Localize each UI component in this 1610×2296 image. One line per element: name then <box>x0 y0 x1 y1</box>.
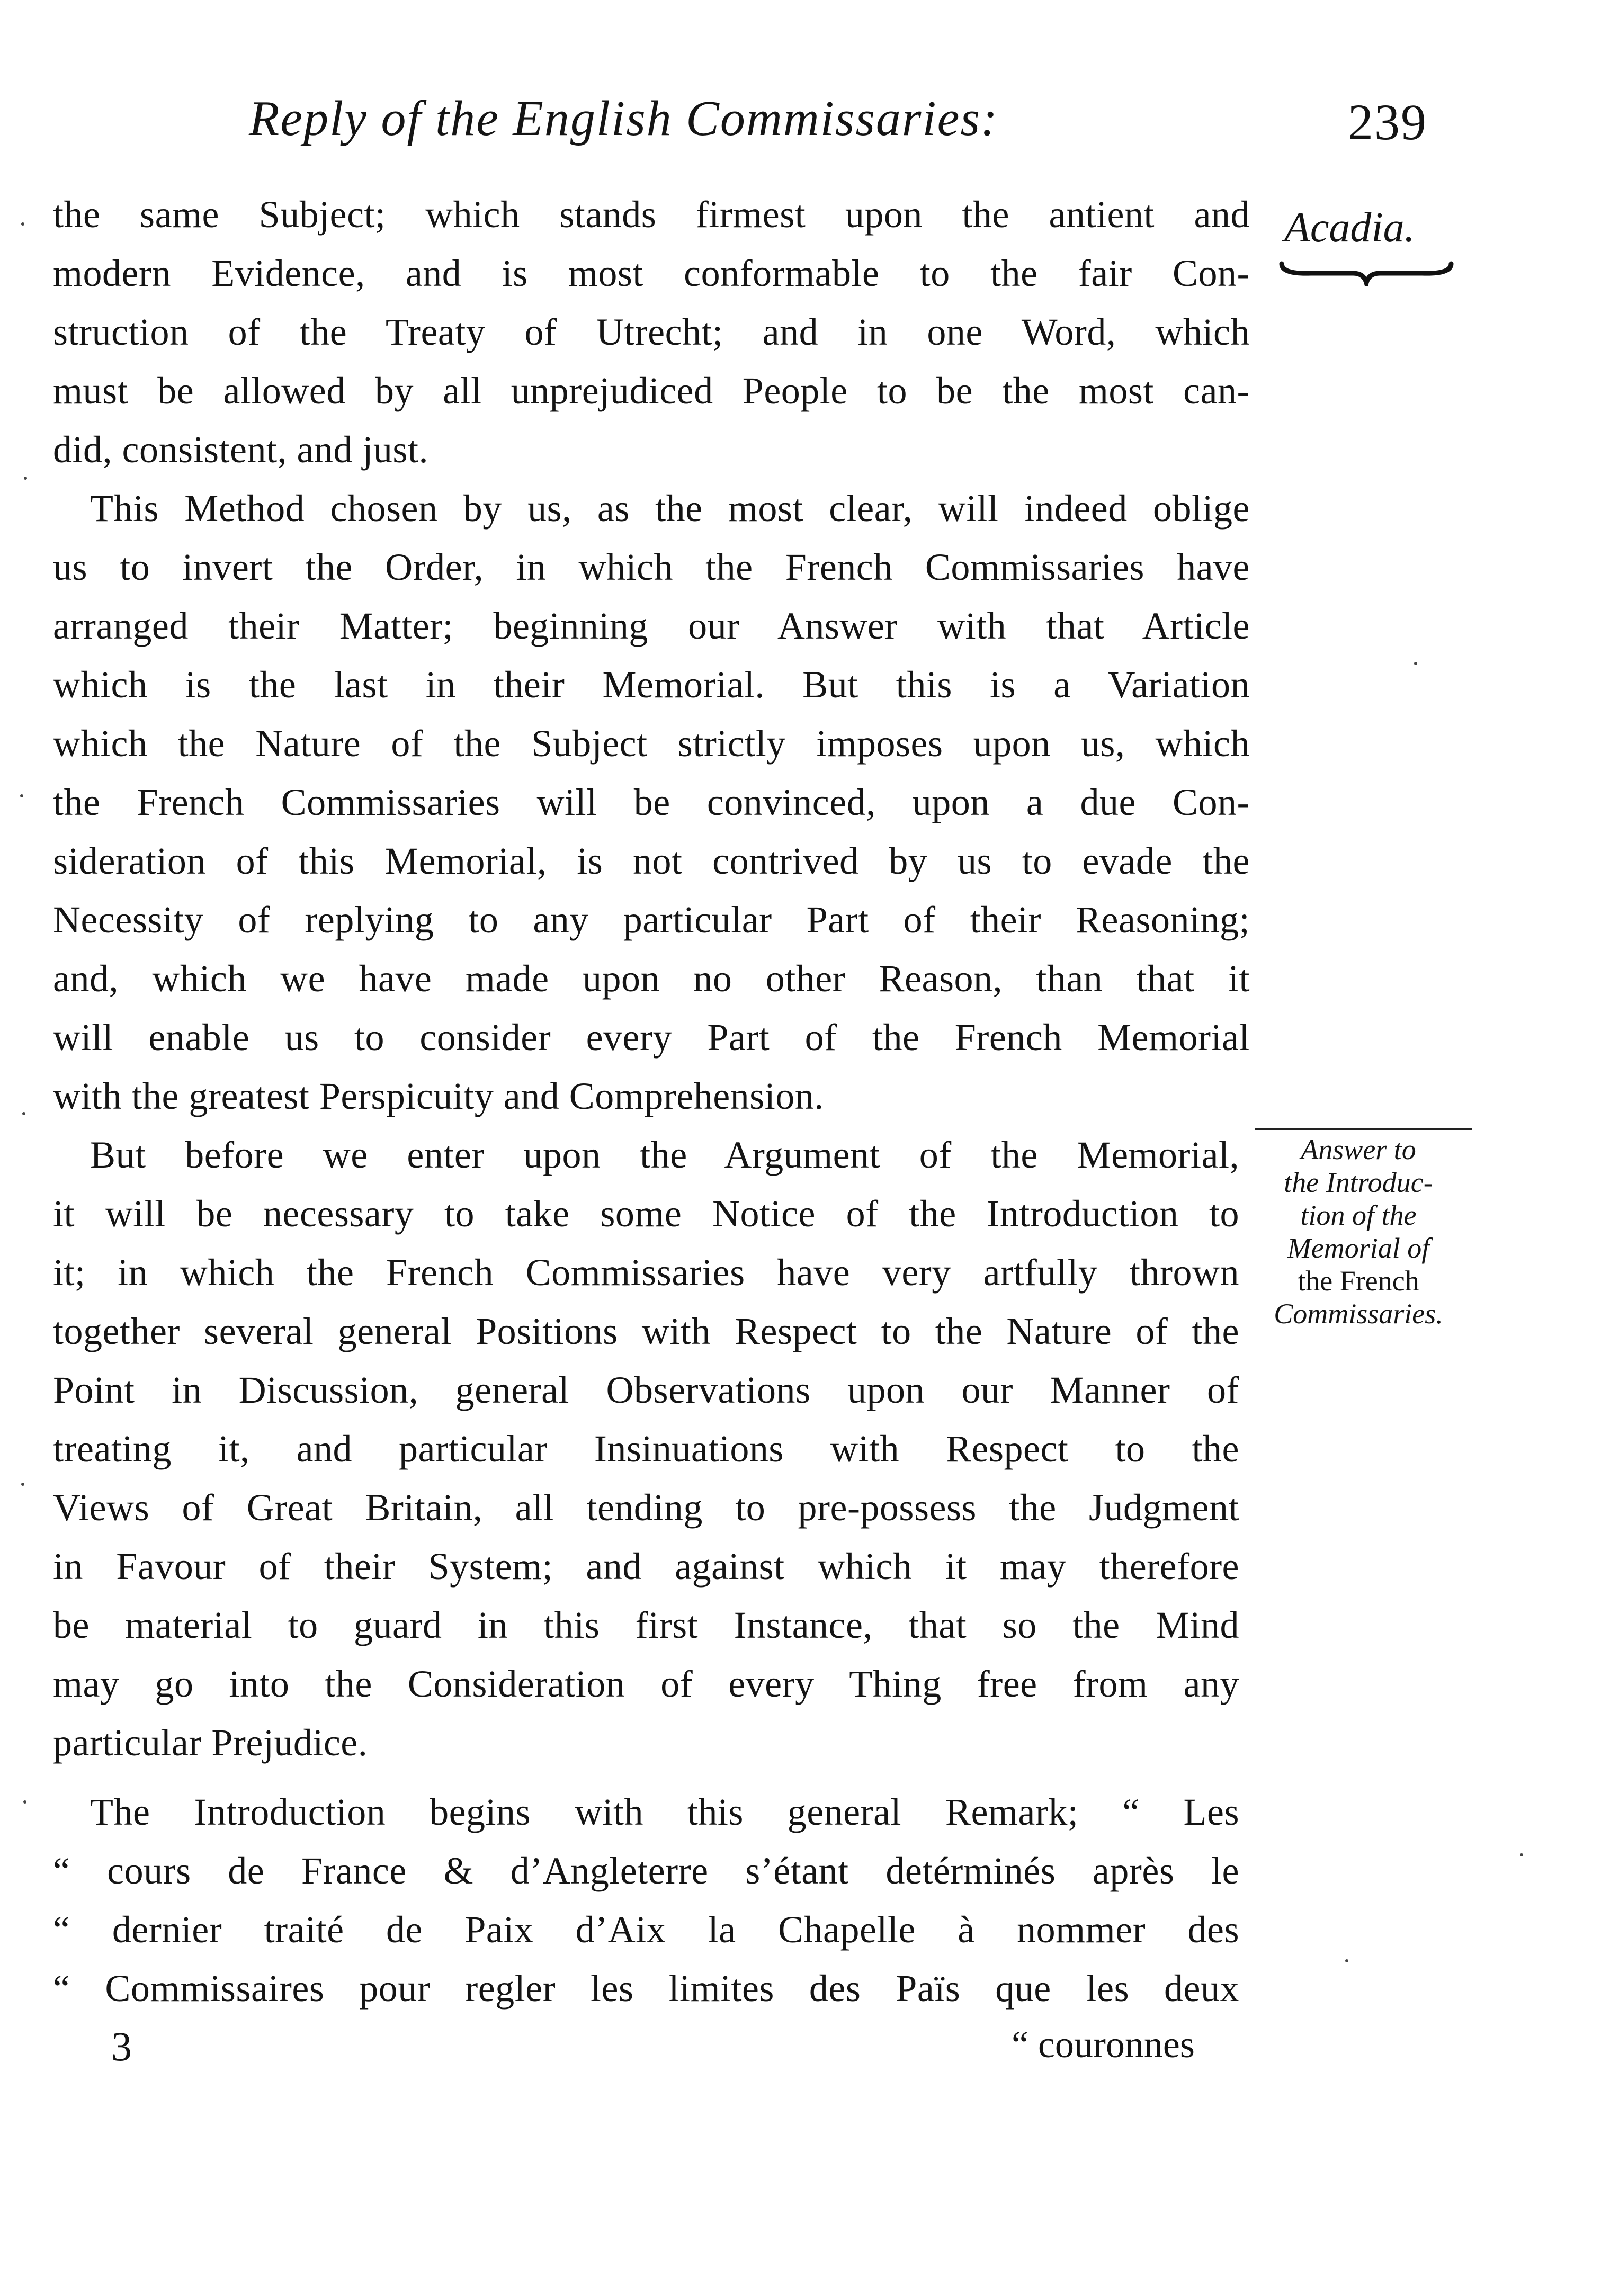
text-line: it will be necessary to take some Notice of the Introduction to <box>53 1192 1239 1235</box>
scan-speck <box>1520 1853 1523 1856</box>
text-line: and, which we have made upon no other Reason, than that it <box>53 957 1250 1000</box>
paragraph <box>53 185 1250 479</box>
margin-note-line: the French <box>1298 1265 1419 1297</box>
margin-note-line: the Introduc- <box>1284 1167 1433 1198</box>
paragraph <box>53 1126 1239 1772</box>
paragraph <box>53 1783 1239 2018</box>
text-line: sideration of this Memorial, is not contrived by us to evade the <box>53 840 1250 882</box>
text-line: struction of the Treaty of Utrecht; and in one Word, which <box>53 311 1250 353</box>
text-line: the French Commissaries will be convinced, upon a due Con- <box>53 781 1250 823</box>
margin-note-line: Commissaries. <box>1274 1298 1443 1330</box>
text-line: which is the last in their Memorial. But this is a Variation <box>53 663 1250 706</box>
text-line: Point in Discussion, general Observations upon our Manner of <box>53 1369 1239 1411</box>
text-line: But before we enter upon the Argument of the Memorial, <box>90 1134 1239 1176</box>
text-line: treating it, and particular Insinuations with Respect to the <box>53 1428 1239 1470</box>
text-line: us to invert the Order, in which the French Commissaries have <box>53 546 1250 588</box>
text-line: arranged their Matter; beginning our Answer with that Article <box>53 605 1250 647</box>
margin-rule <box>1255 1128 1472 1130</box>
scan-speck <box>21 1483 24 1486</box>
paragraph <box>53 479 1250 1126</box>
scan-speck <box>1414 662 1417 665</box>
margin-note-line: Memorial of <box>1287 1232 1430 1264</box>
text-line: “ Commissaires pour regler les limites des Païs que les deux <box>53 1967 1239 2010</box>
running-head <box>0 79 1610 159</box>
margin-note-answer <box>1253 1133 1464 1330</box>
text-line: which the Nature of the Subject strictly imposes upon us, which <box>53 722 1250 765</box>
text-line: did, consistent, and just. <box>53 428 428 471</box>
margin-note-line: tion of the <box>1300 1199 1417 1231</box>
text-line: in Favour of their System; and against which it may therefore <box>53 1545 1239 1588</box>
text-line: “ dernier traité de Paix d’Aix la Chapelle à nommer des <box>53 1908 1239 1951</box>
text-line: the same Subject; which stands firmest upon the antient and <box>53 193 1250 236</box>
scan-speck <box>20 794 23 797</box>
scan-speck <box>24 477 27 480</box>
text-line: Necessity of replying to any particular Part of their Reasoning; <box>53 899 1250 941</box>
text-line: it; in which the French Commissaries have very artfully thrown <box>53 1251 1239 1294</box>
scan-speck <box>21 222 24 226</box>
scan-speck <box>23 1800 26 1804</box>
text-line: modern Evidence, and is most conformable to the fair Con- <box>53 252 1250 294</box>
curly-brace-icon <box>1279 259 1454 286</box>
page-number: 239 <box>1348 94 1427 150</box>
text-line: with the greatest Perspicuity and Comprehension. <box>53 1075 824 1117</box>
running-title: Reply of the English Commissaries: <box>249 91 999 146</box>
catchword: “ couronnes <box>1012 2023 1195 2066</box>
text-line: Views of Great Britain, all tending to pre-possess the Judgment <box>53 1486 1239 1529</box>
text-line: will enable us to consider every Part of the French Memorial <box>53 1016 1250 1059</box>
scan-speck <box>1345 1959 1348 1962</box>
text-line: “ cours de France & d’Angleterre s’étant detérminés après le <box>53 1850 1239 1892</box>
body-text <box>53 185 1250 2018</box>
text-line: This Method chosen by us, as the most clear, will indeed oblige <box>90 487 1250 530</box>
margin-note-acadia: Acadia. <box>1284 204 1415 251</box>
scan-speck <box>22 1112 25 1115</box>
paragraph-gap <box>53 1772 1250 1783</box>
text-line: together several general Positions with Respect to the Nature of the <box>53 1310 1239 1352</box>
text-line: must be allowed by all unprejudiced People to be the most can- <box>53 370 1250 412</box>
text-line: may go into the Consideration of every Thing free from any <box>53 1663 1239 1705</box>
signature-mark: 3 <box>111 2023 132 2069</box>
text-line: particular Prejudice. <box>53 1721 368 1764</box>
text-line: be material to guard in this first Instance, that so the Mind <box>53 1604 1239 1646</box>
text-line: The Introduction begins with this general Remark; “ Les <box>90 1791 1239 1833</box>
margin-note-line: Answer to <box>1301 1134 1416 1165</box>
page-footer <box>0 2023 1610 2086</box>
